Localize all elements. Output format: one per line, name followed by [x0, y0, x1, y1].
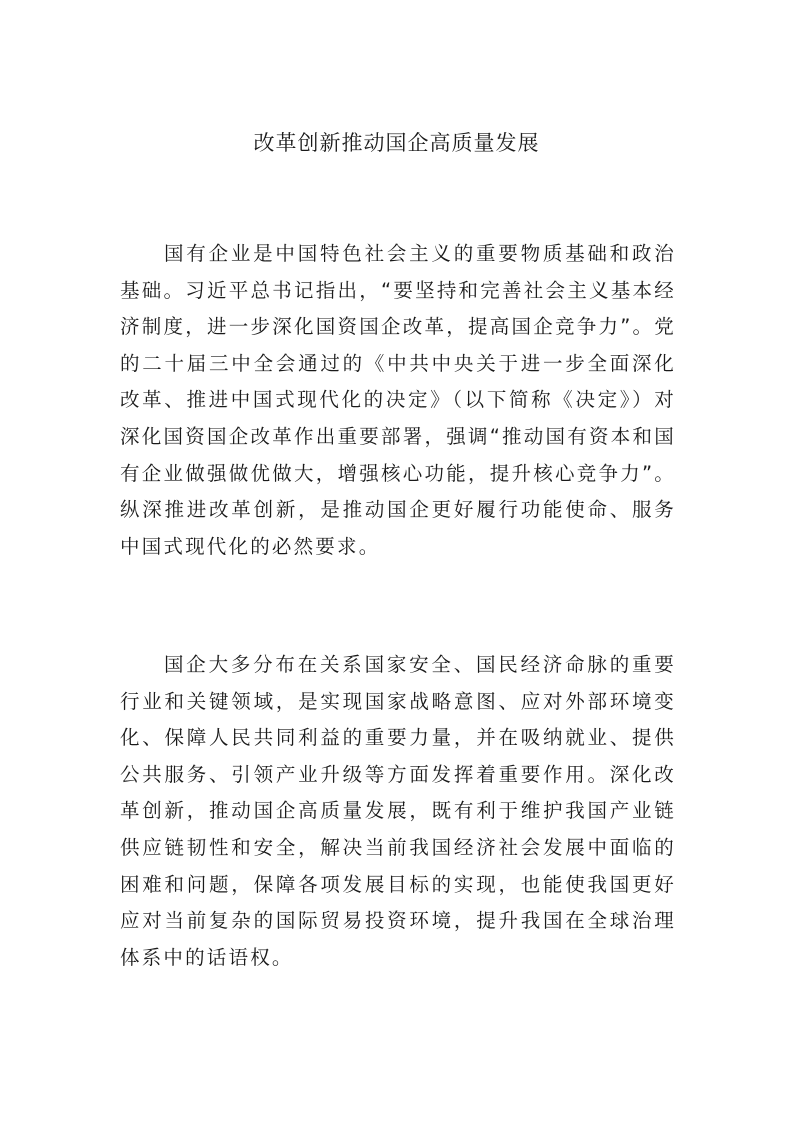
paragraph-2: 国企大多分布在关系国家安全、国民经济命脉的重要行业和关键领域，是实现国家战略意图、应对外部环境变化、保障人民共同利益的重要力量，并在吸纳就业、提供公共服务、引领产业升级等方面发挥着重要作用。深化改革创新，推动国企高质量发展，既有利于维护我国产业链供应链韧性和安全，解决当前我国经济社会发展中面临的困难和问题，保障各项发展目标的实现，也能使我国更好应对当前复杂的国际贸易投资环境，提升我国在全球治理体系中的话语权。	[120, 653, 676, 969]
document-title: 改革创新推动国企高质量发展	[253, 131, 540, 155]
paragraph-1: 国有企业是中国特色社会主义的重要物质基础和政治基础。习近平总书记指出，“要坚持和完善社会主义基本经济制度，进一步深化国资国企改革，提高国企竞争力”。党的二十届三中全会通过的《中共中央关于进一步全面深化改革、推进中国式现代化的决定》（以下简称《决定》）对深化国资国企改革作出重要部署，强调“推动国有资本和国有企业做强做优做大，增强核心功能，提升核心竞争力”。纵深推进改革创新，是推动国企更好履行功能使命、服务中国式现代化的必然要求。	[120, 242, 676, 558]
